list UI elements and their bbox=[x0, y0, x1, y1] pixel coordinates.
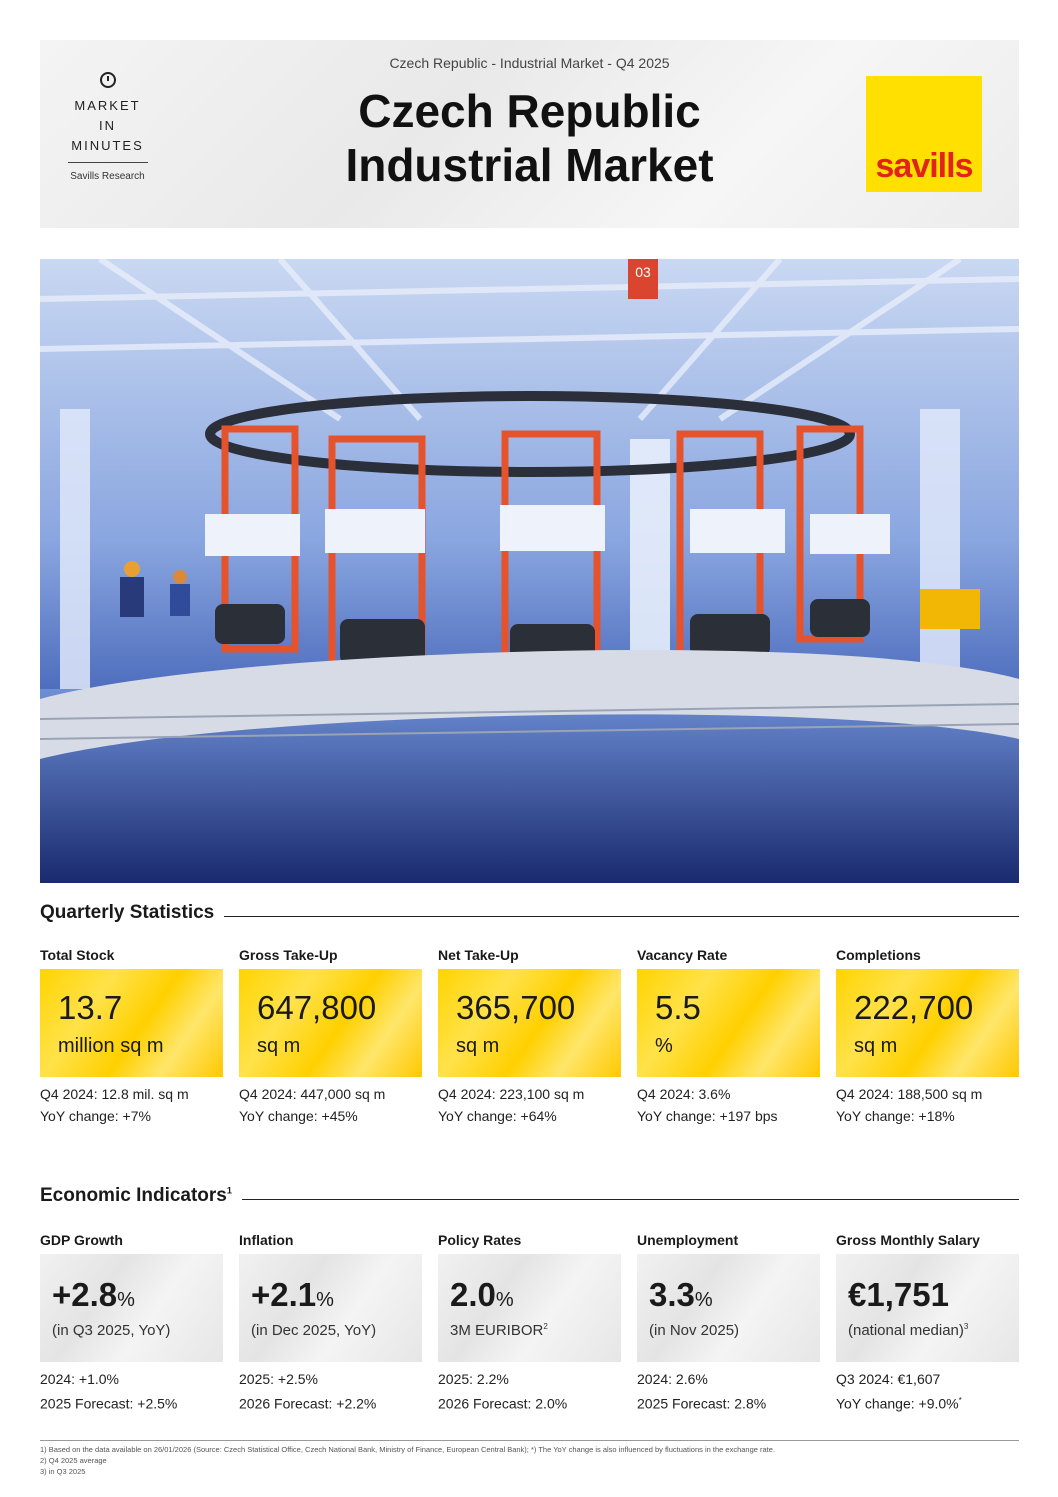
stat-value: 5.5 bbox=[655, 989, 701, 1026]
stat-footnote bbox=[637, 1083, 820, 1127]
indicator-value-number: 2.0 bbox=[450, 1276, 496, 1313]
indicator-gdp-growth bbox=[40, 1232, 223, 1415]
indicator-value bbox=[251, 1276, 334, 1314]
indicator-value bbox=[848, 1276, 949, 1314]
stat-prev: Q4 2024: 447,000 sq m bbox=[239, 1086, 386, 1102]
economic-indicators-heading bbox=[40, 1185, 1019, 1209]
indicator-value-number: +2.1 bbox=[251, 1276, 317, 1313]
stat-footnote bbox=[239, 1083, 422, 1127]
stat-card bbox=[637, 969, 820, 1077]
stat-unit: sq m bbox=[456, 1035, 500, 1057]
stat-prev: Q4 2024: 223,100 sq m bbox=[438, 1086, 585, 1102]
stat-change: YoY change: +197 bps bbox=[637, 1108, 778, 1124]
stat-change: YoY change: +18% bbox=[836, 1108, 955, 1124]
section-title-sup: 1 bbox=[226, 1185, 232, 1196]
indicator-sub-sup: 2 bbox=[543, 1322, 548, 1331]
indicator-sub-text: (in Q3 2025, YoY) bbox=[52, 1322, 171, 1339]
stat-total-stock bbox=[40, 947, 223, 1127]
stat-unit: sq m bbox=[854, 1035, 898, 1057]
warehouse-photo bbox=[40, 259, 1019, 883]
indicator-value bbox=[450, 1276, 514, 1314]
indicator-value-suffix: % bbox=[316, 1289, 334, 1311]
footnote-1: 1) Based on the data available on 26/01/2026 (Source: Czech Statistical Office, Czech National Bank, Ministry of Finance, European Central Bank); *) The YoY change is also influenced by fluctuations in the exchange rate. bbox=[40, 1445, 776, 1454]
stat-name: Net Take-Up bbox=[438, 947, 519, 963]
indicator-line2 bbox=[438, 1390, 621, 1415]
savills-logo-text: savills bbox=[875, 147, 973, 185]
section-title bbox=[40, 1185, 242, 1207]
stat-value: 222,700 bbox=[854, 989, 974, 1026]
report-subtitle: Czech Republic - Industrial Market - Q4 2025 bbox=[389, 55, 670, 71]
indicator-sub-text: 3M EURIBOR bbox=[450, 1322, 544, 1339]
indicator-line2 bbox=[239, 1390, 422, 1415]
stat-name: Gross Take-Up bbox=[239, 947, 338, 963]
indicator-card bbox=[836, 1254, 1019, 1362]
indicator-inflation bbox=[239, 1232, 422, 1415]
indicator-line2-sup: * bbox=[958, 1396, 962, 1405]
stat-unit: % bbox=[655, 1035, 673, 1057]
stat-gross-take-up bbox=[239, 947, 422, 1127]
indicator-line2 bbox=[836, 1390, 1019, 1415]
stat-change: YoY change: +7% bbox=[40, 1108, 151, 1124]
indicator-value bbox=[52, 1276, 135, 1314]
indicator-line2 bbox=[40, 1390, 223, 1415]
indicator-value-suffix: % bbox=[117, 1289, 135, 1311]
stat-value: 647,800 bbox=[257, 989, 377, 1026]
stat-unit: million sq m bbox=[58, 1035, 164, 1057]
indicator-sub-text: (in Nov 2025) bbox=[649, 1322, 740, 1339]
badge-word-minutes: MINUTES bbox=[71, 138, 144, 153]
photo-sign: 03 bbox=[635, 264, 651, 280]
stat-unit: sq m bbox=[257, 1035, 301, 1057]
indicator-sub-text: (in Dec 2025, YoY) bbox=[251, 1322, 377, 1339]
stat-prev: Q4 2024: 188,500 sq m bbox=[836, 1086, 983, 1102]
stat-value: 13.7 bbox=[58, 989, 123, 1026]
indicator-line2-text: 2026 Forecast: 2.0% bbox=[438, 1395, 568, 1412]
indicator-unemployment bbox=[637, 1232, 820, 1415]
indicator-line2 bbox=[637, 1390, 820, 1415]
indicator-value-suffix: % bbox=[694, 1289, 713, 1311]
indicator-line1: 2025: 2.2% bbox=[438, 1371, 509, 1387]
indicator-sub bbox=[251, 1322, 376, 1339]
indicator-name: Gross Monthly Salary bbox=[836, 1232, 980, 1248]
stat-value: 365,700 bbox=[456, 989, 576, 1026]
indicator-sub bbox=[848, 1322, 968, 1339]
indicator-footnote bbox=[438, 1368, 621, 1415]
indicator-footnote bbox=[239, 1368, 422, 1415]
quarterly-statistics-heading bbox=[40, 902, 1019, 926]
indicator-line1: 2025: +2.5% bbox=[239, 1371, 319, 1387]
footnote-2: 2) Q4 2025 average bbox=[40, 1456, 107, 1465]
indicator-line2-text: YoY change: +9.0% bbox=[836, 1395, 959, 1412]
indicator-line1: 2024: +1.0% bbox=[40, 1371, 120, 1387]
indicator-value bbox=[649, 1276, 713, 1314]
indicator-sub bbox=[52, 1322, 170, 1339]
indicator-value-number: 3.3 bbox=[649, 1276, 695, 1313]
savills-logo bbox=[866, 76, 982, 192]
stat-vacancy-rate bbox=[637, 947, 820, 1127]
badge-word-in: IN bbox=[99, 118, 116, 133]
stat-footnote bbox=[40, 1083, 223, 1127]
stat-card bbox=[40, 969, 223, 1077]
indicator-line2-text: 2026 Forecast: +2.2% bbox=[239, 1395, 377, 1412]
indicator-policy-rates bbox=[438, 1232, 621, 1415]
indicator-card bbox=[40, 1254, 223, 1362]
indicator-sub-text: (national median) bbox=[848, 1322, 964, 1339]
stat-prev: Q4 2024: 12.8 mil. sq m bbox=[40, 1086, 189, 1102]
indicator-gross-monthly-salary bbox=[836, 1232, 1019, 1415]
badge-research: Savills Research bbox=[70, 171, 145, 182]
stat-name: Vacancy Rate bbox=[637, 947, 728, 963]
indicator-card bbox=[637, 1254, 820, 1362]
section-title-text: Economic Indicators bbox=[40, 1185, 227, 1206]
indicator-name: GDP Growth bbox=[40, 1232, 123, 1248]
indicator-sub-sup: 3 bbox=[963, 1322, 969, 1331]
stat-name: Total Stock bbox=[40, 947, 115, 963]
title-line-2: Industrial Market bbox=[345, 139, 714, 191]
stat-footnote bbox=[438, 1083, 621, 1127]
stat-net-take-up bbox=[438, 947, 621, 1127]
indicator-footnote bbox=[836, 1368, 1019, 1415]
footnotes bbox=[40, 1440, 1019, 1477]
stat-card bbox=[438, 969, 621, 1077]
stat-change: YoY change: +45% bbox=[239, 1108, 358, 1124]
indicator-sub bbox=[450, 1322, 548, 1339]
indicator-card bbox=[239, 1254, 422, 1362]
stat-name: Completions bbox=[836, 947, 921, 963]
indicator-footnote bbox=[40, 1368, 223, 1415]
indicator-line2-text: 2025 Forecast: 2.8% bbox=[637, 1395, 767, 1412]
indicator-card bbox=[438, 1254, 621, 1362]
indicator-line1: 2024: 2.6% bbox=[637, 1371, 708, 1387]
section-title: Quarterly Statistics bbox=[40, 902, 224, 924]
report-header bbox=[40, 40, 1019, 228]
stat-card bbox=[836, 969, 1019, 1077]
indicator-name: Inflation bbox=[239, 1232, 294, 1248]
badge-word-market: MARKET bbox=[74, 98, 141, 113]
stat-prev: Q4 2024: 3.6% bbox=[637, 1086, 731, 1102]
stat-completions bbox=[836, 947, 1019, 1127]
title-line-1: Czech Republic bbox=[358, 85, 701, 137]
footnote-3: 3) in Q3 2025 bbox=[40, 1467, 86, 1476]
indicator-value-number: €1,751 bbox=[848, 1276, 949, 1313]
stat-card bbox=[239, 969, 422, 1077]
indicator-footnote bbox=[637, 1368, 820, 1415]
indicator-line2-text: 2025 Forecast: +2.5% bbox=[40, 1395, 178, 1412]
indicator-line1: Q3 2024: €1,607 bbox=[836, 1371, 941, 1387]
indicator-value-suffix: % bbox=[495, 1289, 514, 1311]
stat-footnote bbox=[836, 1083, 1019, 1127]
indicator-name: Policy Rates bbox=[438, 1232, 522, 1248]
stat-change: YoY change: +64% bbox=[438, 1108, 557, 1124]
indicator-sub bbox=[649, 1322, 739, 1339]
indicator-name: Unemployment bbox=[637, 1232, 739, 1248]
indicator-value-number: +2.8 bbox=[52, 1276, 118, 1313]
